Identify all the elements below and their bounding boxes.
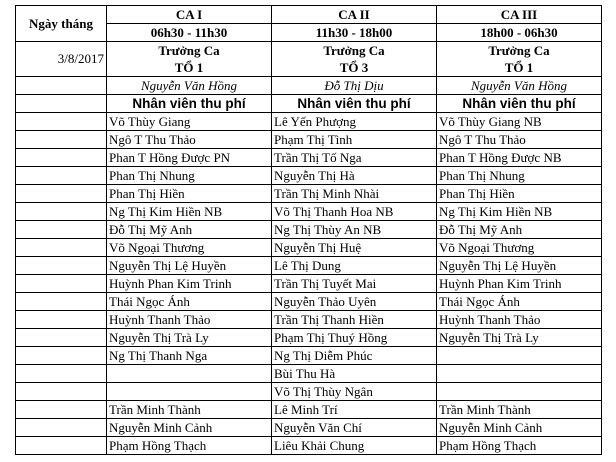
staff-name-shift-2: Phạm Thị Thuý Hồng [272,329,437,347]
staff-name-shift-1: Thái Ngọc Ánh [107,293,272,311]
table-row [16,203,602,221]
table-row [16,311,602,329]
table-row [16,221,602,239]
staff-name-shift-2: Nguyễn Thị Hà [272,167,437,185]
staff-name-shift-1: Võ Ngoại Thương [107,239,272,257]
shift-3-team: TỔ 1 [437,59,602,77]
staff-name-shift-1: Nguyễn Minh Cảnh [107,419,272,437]
staff-name-shift-3: Nguyễn Thị Trà Ly [437,329,602,347]
empty-cell [16,77,107,95]
staff-name-shift-3: Võ Thùy Giang NB [437,113,602,131]
table-row [16,131,602,149]
staff-name-shift-1: Ng Thị Thanh Nga [107,347,272,365]
staff-name-shift-2: Trần Thị Tuyết Mai [272,275,437,293]
shift-1-time: 06h30 - 11h30 [107,24,272,42]
staff-name-shift-1: Ng Thị Kim Hiền NB [107,203,272,221]
empty-cell [16,95,107,113]
shift-3-staff-heading: Nhân viên thu phí [437,95,602,113]
staff-name-shift-2: Võ Thị Thanh Hoa NB [272,203,437,221]
staff-name-shift-3 [437,383,602,401]
shift-3-time: 18h00 - 06h30 [437,24,602,42]
staff-name-shift-2: Liêu Khải Chung [272,437,437,455]
table-row [16,185,602,203]
staff-name-shift-3: Thái Ngọc Ánh [437,293,602,311]
staff-name-shift-1: Nguyễn Thị Trà Ly [107,329,272,347]
empty-cell [16,383,107,401]
empty-cell [16,167,107,185]
table-row [16,239,602,257]
shift-1-role: Trưởng Ca [107,42,272,60]
shift-3-name: CA III [437,6,602,24]
shift-1-name: CA I [107,6,272,24]
shift-2-time: 11h30 - 18h00 [272,24,437,42]
staff-name-shift-2: Nguyễn Thị Huệ [272,239,437,257]
shift-schedule-table [15,5,602,455]
table-row [16,419,602,437]
staff-name-shift-3: Nguyễn Thị Lệ Huyền [437,257,602,275]
empty-cell [16,293,107,311]
staff-name-shift-2: Bùi Thu Hà [272,365,437,383]
empty-cell [16,329,107,347]
table-row [16,383,602,401]
staff-name-shift-1: Trần Minh Thành [107,401,272,419]
staff-name-shift-1: Đỗ Thị Mỹ Anh [107,221,272,239]
shift-2-leader: Đỗ Thị Dịu [272,77,437,95]
shift-1-leader: Nguyễn Văn Hồng [107,77,272,95]
shift-2-name: CA II [272,6,437,24]
staff-name-shift-2: Ng Thị Diễm Phúc [272,347,437,365]
staff-name-shift-1: Huỳnh Thanh Thảo [107,311,272,329]
team-role-row [16,42,602,60]
empty-cell [16,113,107,131]
shift-2-staff-heading: Nhân viên thu phí [272,95,437,113]
date-column-header: Ngày tháng [16,6,107,42]
table-row [16,257,602,275]
staff-name-shift-3: Huỳnh Phan Kim Trinh [437,275,602,293]
shift-1-staff-heading: Nhân viên thu phí [107,95,272,113]
staff-name-shift-3: Huỳnh Thanh Thảo [437,311,602,329]
staff-name-shift-3: Phạm Hồng Thạch [437,437,602,455]
empty-cell [16,437,107,455]
staff-name-shift-2: Lê Thị Dung [272,257,437,275]
staff-name-shift-2: Nguyễn Thảo Uyên [272,293,437,311]
leader-row [16,77,602,95]
table-row [16,329,602,347]
empty-cell [16,401,107,419]
staff-name-shift-1 [107,383,272,401]
staff-name-shift-3: Phan Thị Hiền [437,185,602,203]
shift-3-role: Trưởng Ca [437,42,602,60]
empty-cell [16,275,107,293]
staff-name-shift-1: Nguyễn Thị Lệ Huyền [107,257,272,275]
staff-list [16,113,602,455]
staff-name-shift-3: Nguyễn Minh Cảnh [437,419,602,437]
staff-name-shift-2: Lê Yến Phượng [272,113,437,131]
staff-name-shift-2: Trần Thị Thanh Hiền [272,311,437,329]
shift-1-team: TỔ 1 [107,59,272,77]
table-row [16,275,602,293]
shift-2-role: Trưởng Ca [272,42,437,60]
empty-cell [16,419,107,437]
staff-name-shift-2: Phạm Thị Tình [272,131,437,149]
staff-name-shift-3: Ng Thị Kim Hiền NB [437,203,602,221]
table-row [16,347,602,365]
empty-cell [16,347,107,365]
table-row [16,149,602,167]
staff-name-shift-1: Huỳnh Phan Kim Trinh [107,275,272,293]
staff-name-shift-2: Nguyễn Văn Chí [272,419,437,437]
empty-cell [16,239,107,257]
table-row [16,365,602,383]
empty-cell [16,203,107,221]
staff-name-shift-3: Võ Ngoại Thương [437,239,602,257]
staff-name-shift-1: Phan T Hồng Được PN [107,149,272,167]
staff-name-shift-2: Trần Thị Tố Nga [272,149,437,167]
staff-name-shift-3: Phan Thị Nhung [437,167,602,185]
schedule-date: 3/8/2017 [16,42,107,77]
empty-cell [16,365,107,383]
staff-name-shift-3: Ngô T Thu Thảo [437,131,602,149]
staff-name-shift-1: Phạm Hồng Thạch [107,437,272,455]
staff-name-shift-1: Phan Thị Nhung [107,167,272,185]
staff-name-shift-1: Ngô T Thu Thảo [107,131,272,149]
table-row [16,437,602,455]
empty-cell [16,131,107,149]
staff-name-shift-2: Trần Thị Minh Nhài [272,185,437,203]
header-row-1 [16,6,602,24]
table-row [16,401,602,419]
empty-cell [16,311,107,329]
staff-name-shift-3: Đỗ Thị Mỹ Anh [437,221,602,239]
table-row [16,167,602,185]
staff-name-shift-1: Phan Thị Hiền [107,185,272,203]
staff-name-shift-2: Lê Minh Trí [272,401,437,419]
staff-name-shift-3 [437,365,602,383]
shift-2-team: TỔ 3 [272,59,437,77]
staff-name-shift-1: Võ Thùy Giang [107,113,272,131]
staff-name-shift-2: Võ Thị Thùy Ngân [272,383,437,401]
empty-cell [16,149,107,167]
staff-name-shift-3 [437,347,602,365]
shift-3-leader: Nguyễn Văn Hồng [437,77,602,95]
table-row [16,113,602,131]
staff-name-shift-3: Phan T Hồng Được NB [437,149,602,167]
staff-heading-row [16,95,602,113]
staff-name-shift-1 [107,365,272,383]
table-row [16,293,602,311]
empty-cell [16,221,107,239]
empty-cell [16,185,107,203]
staff-name-shift-2: Ng Thị Thùy An NB [272,221,437,239]
empty-cell [16,257,107,275]
staff-name-shift-3: Trần Minh Thành [437,401,602,419]
